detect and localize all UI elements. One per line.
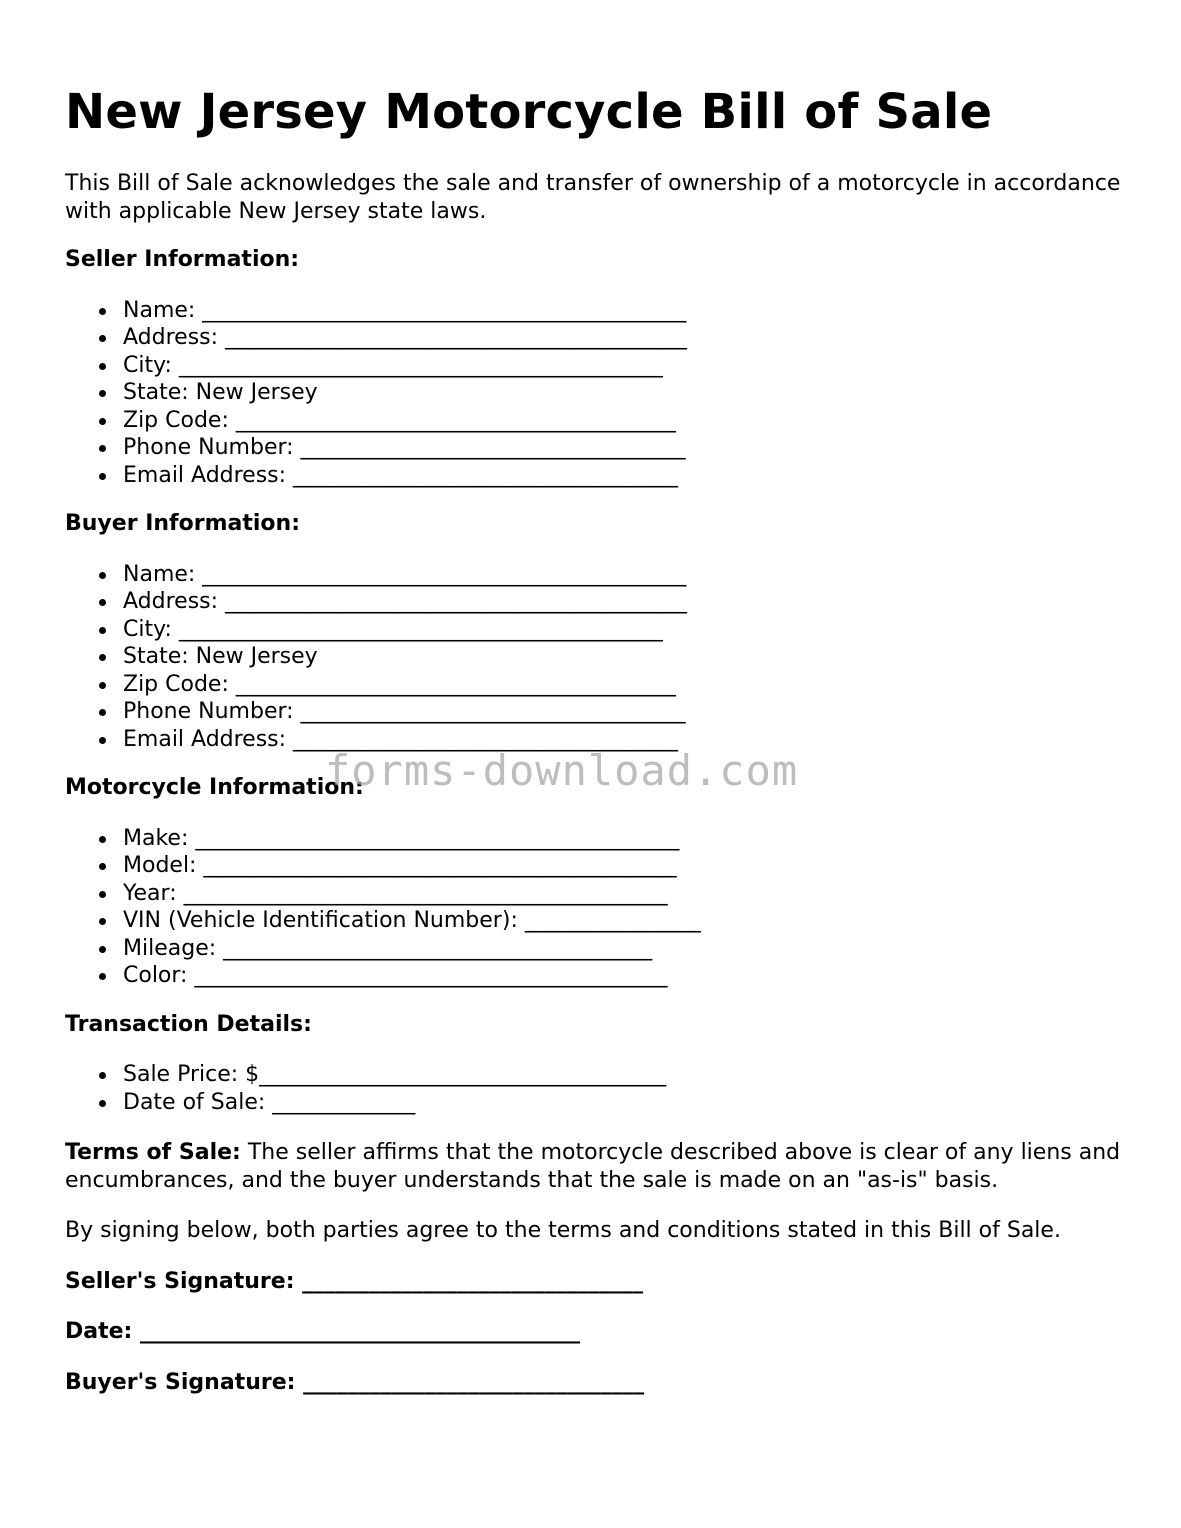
buyer-state-field (65, 643, 1145, 671)
date-line: Date: ________________________________________ (65, 1319, 581, 1344)
motorcycle-section-heading: Motorcycle Information: (65, 775, 364, 800)
buyer-city-field (65, 616, 1145, 644)
bullet-icon (99, 891, 106, 898)
field-text: Name: ____________________________________________ (123, 297, 687, 323)
watermark: forms-download.com (325, 746, 799, 795)
field-text: Zip Code: ________________________________________ (123, 407, 676, 433)
bullet-icon (99, 836, 106, 843)
field-text: Address: __________________________________________ (123, 589, 688, 614)
field-text: Email Address: ___________________________________ (123, 726, 679, 752)
buyer-name-field (65, 561, 1145, 589)
field-text: Sale Price: $_____________________________________ (123, 1062, 667, 1087)
field-text: State: New Jersey (123, 380, 318, 405)
buyer-section-heading: Buyer Information: (65, 511, 300, 536)
seller-signature-line: Seller's Signature: _______________________________ (65, 1268, 644, 1294)
field-text: Name: ____________________________________________ (123, 561, 687, 587)
bullet-icon (99, 737, 106, 744)
field-text: Mileage: _______________________________________ (123, 935, 653, 961)
seller-zip-field (65, 407, 1145, 435)
seller-name-field (65, 297, 1145, 325)
field-text: Phone Number: ___________________________________ (123, 435, 686, 460)
transaction-field-list (65, 1061, 1145, 1116)
seller-email-field (65, 462, 1145, 490)
field-text: Email Address: ___________________________________ (123, 462, 679, 488)
motorcycle-color-field (65, 962, 1145, 990)
seller-section-heading: Seller Information: (65, 247, 300, 272)
motorcycle-vin-field (65, 907, 1145, 935)
bullet-icon (99, 863, 106, 870)
field-text: Model: ___________________________________________ (123, 853, 677, 878)
bullet-icon (99, 654, 106, 661)
bullet-icon (99, 473, 106, 480)
bullet-icon (99, 335, 106, 342)
seller-state-field (65, 379, 1145, 407)
bullet-icon (99, 918, 106, 925)
motorcycle-mileage-field (65, 935, 1145, 963)
seller-address-field (65, 324, 1145, 352)
motorcycle-model-field (65, 852, 1145, 880)
field-text: Zip Code: ________________________________________ (123, 671, 676, 697)
bullet-icon (99, 308, 106, 315)
field-text: State: New Jersey (123, 644, 318, 669)
transaction-section-heading: Transaction Details: (65, 1011, 312, 1037)
field-text: Phone Number: ___________________________________ (123, 699, 686, 724)
seller-phone-field (65, 434, 1145, 462)
seller-city-field (65, 352, 1145, 380)
buyer-signature-line: Buyer's Signature: _______________________________ (65, 1369, 645, 1395)
motorcycle-year-field (65, 880, 1145, 908)
field-text: Make: ____________________________________________ (123, 825, 680, 851)
sale-date-field (65, 1089, 1145, 1117)
sale-price-field (65, 1061, 1145, 1089)
buyer-address-field (65, 588, 1145, 616)
agreement-paragraph: By signing below, both parties agree to the terms and conditions stated in this Bill of Sale. (65, 1218, 1061, 1243)
bullet-icon (99, 363, 106, 370)
motorcycle-make-field (65, 825, 1145, 853)
field-text: Color: ___________________________________________ (123, 963, 668, 988)
intro-paragraph: This Bill of Sale acknowledges the sale and transfer of ownership of a motorcycle in accordance with applicable New Jersey state laws. (65, 171, 1121, 224)
bullet-icon (99, 445, 106, 452)
bullet-icon (99, 973, 106, 980)
field-text: City: ____________________________________________ (123, 616, 663, 642)
bullet-icon (99, 572, 106, 579)
page-title: New Jersey Motorcycle Bill of Sale (65, 84, 993, 140)
bullet-icon (99, 709, 106, 716)
bullet-icon (99, 1100, 106, 1107)
buyer-phone-field (65, 698, 1145, 726)
terms-paragraph (65, 1139, 1145, 1194)
bullet-icon (99, 599, 106, 606)
field-text: VIN (Vehicle Identification Number): ________________ (123, 908, 701, 933)
motorcycle-field-list (65, 825, 1145, 990)
buyer-field-list (65, 561, 1145, 754)
bullet-icon (99, 627, 106, 634)
seller-field-list (65, 297, 1145, 490)
field-text: Year: ____________________________________________ (123, 880, 668, 906)
buyer-zip-field (65, 671, 1145, 699)
bullet-icon (99, 418, 106, 425)
bullet-icon (99, 390, 106, 397)
field-text: City: ____________________________________________ (123, 352, 663, 378)
bullet-icon (99, 682, 106, 689)
bullet-icon (99, 1072, 106, 1079)
document-page (65, 0, 1145, 1396)
field-text: Date of Sale: _____________ (123, 1089, 416, 1115)
field-text: Address: __________________________________________ (123, 325, 688, 350)
bullet-icon (99, 946, 106, 953)
terms-label: Terms of Sale: (65, 1140, 241, 1165)
terms-text: The seller affirms that the motorcycle described above is clear of any liens and encumbrances, and the buyer understands that the sale is made on an "as-is" basis. (65, 1140, 1121, 1193)
